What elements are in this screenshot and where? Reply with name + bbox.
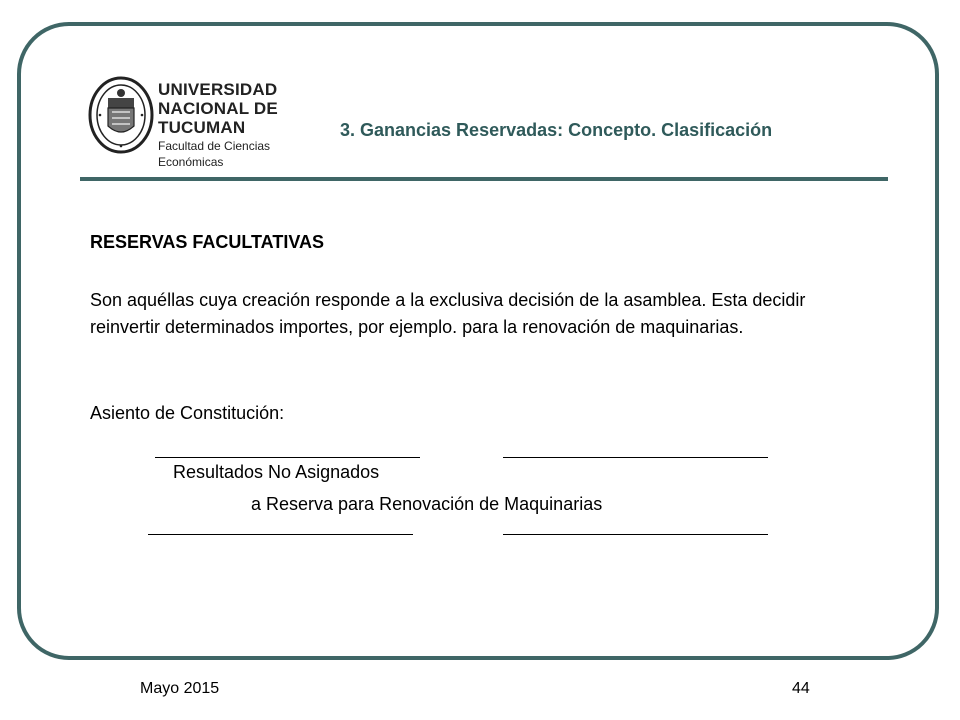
slide-title: 3. Ganancias Reservadas: Concepto. Clasificación xyxy=(340,120,773,140)
university-logo xyxy=(88,76,328,169)
entry-top-rule-right xyxy=(503,457,768,458)
body-paragraph: Son aquéllas cuya creación responde a la exclusiva decisión de la asamblea. Esta decidir reinvertir determinados importes, por ejemplo. para la renovación de maquinarias. xyxy=(90,290,806,337)
section-heading: RESERVAS FACULTATIVAS xyxy=(90,232,325,252)
header-divider xyxy=(80,177,888,181)
asiento-label: Asiento de Constitución: xyxy=(90,403,285,423)
logo-faculty: Facultad de Ciencias Económicas xyxy=(158,139,271,169)
university-seal-icon xyxy=(88,76,154,154)
logo-text xyxy=(158,80,328,170)
entry-bottom-rule-left xyxy=(148,534,413,535)
entry-credit-account: a Reserva para Renovación de Maquinarias xyxy=(251,494,603,514)
logo-line-1: UNIVERSIDAD xyxy=(158,80,278,99)
page-number: 44 xyxy=(792,680,810,697)
logo-line-3: TUCUMAN xyxy=(158,118,246,137)
logo-line-2: NACIONAL DE xyxy=(158,99,278,118)
entry-top-rule-left xyxy=(155,457,420,458)
entry-bottom-rule-right xyxy=(503,534,768,535)
entry-debit-account: Resultados No Asignados xyxy=(173,462,380,482)
footer-date: Mayo 2015 xyxy=(140,680,220,697)
